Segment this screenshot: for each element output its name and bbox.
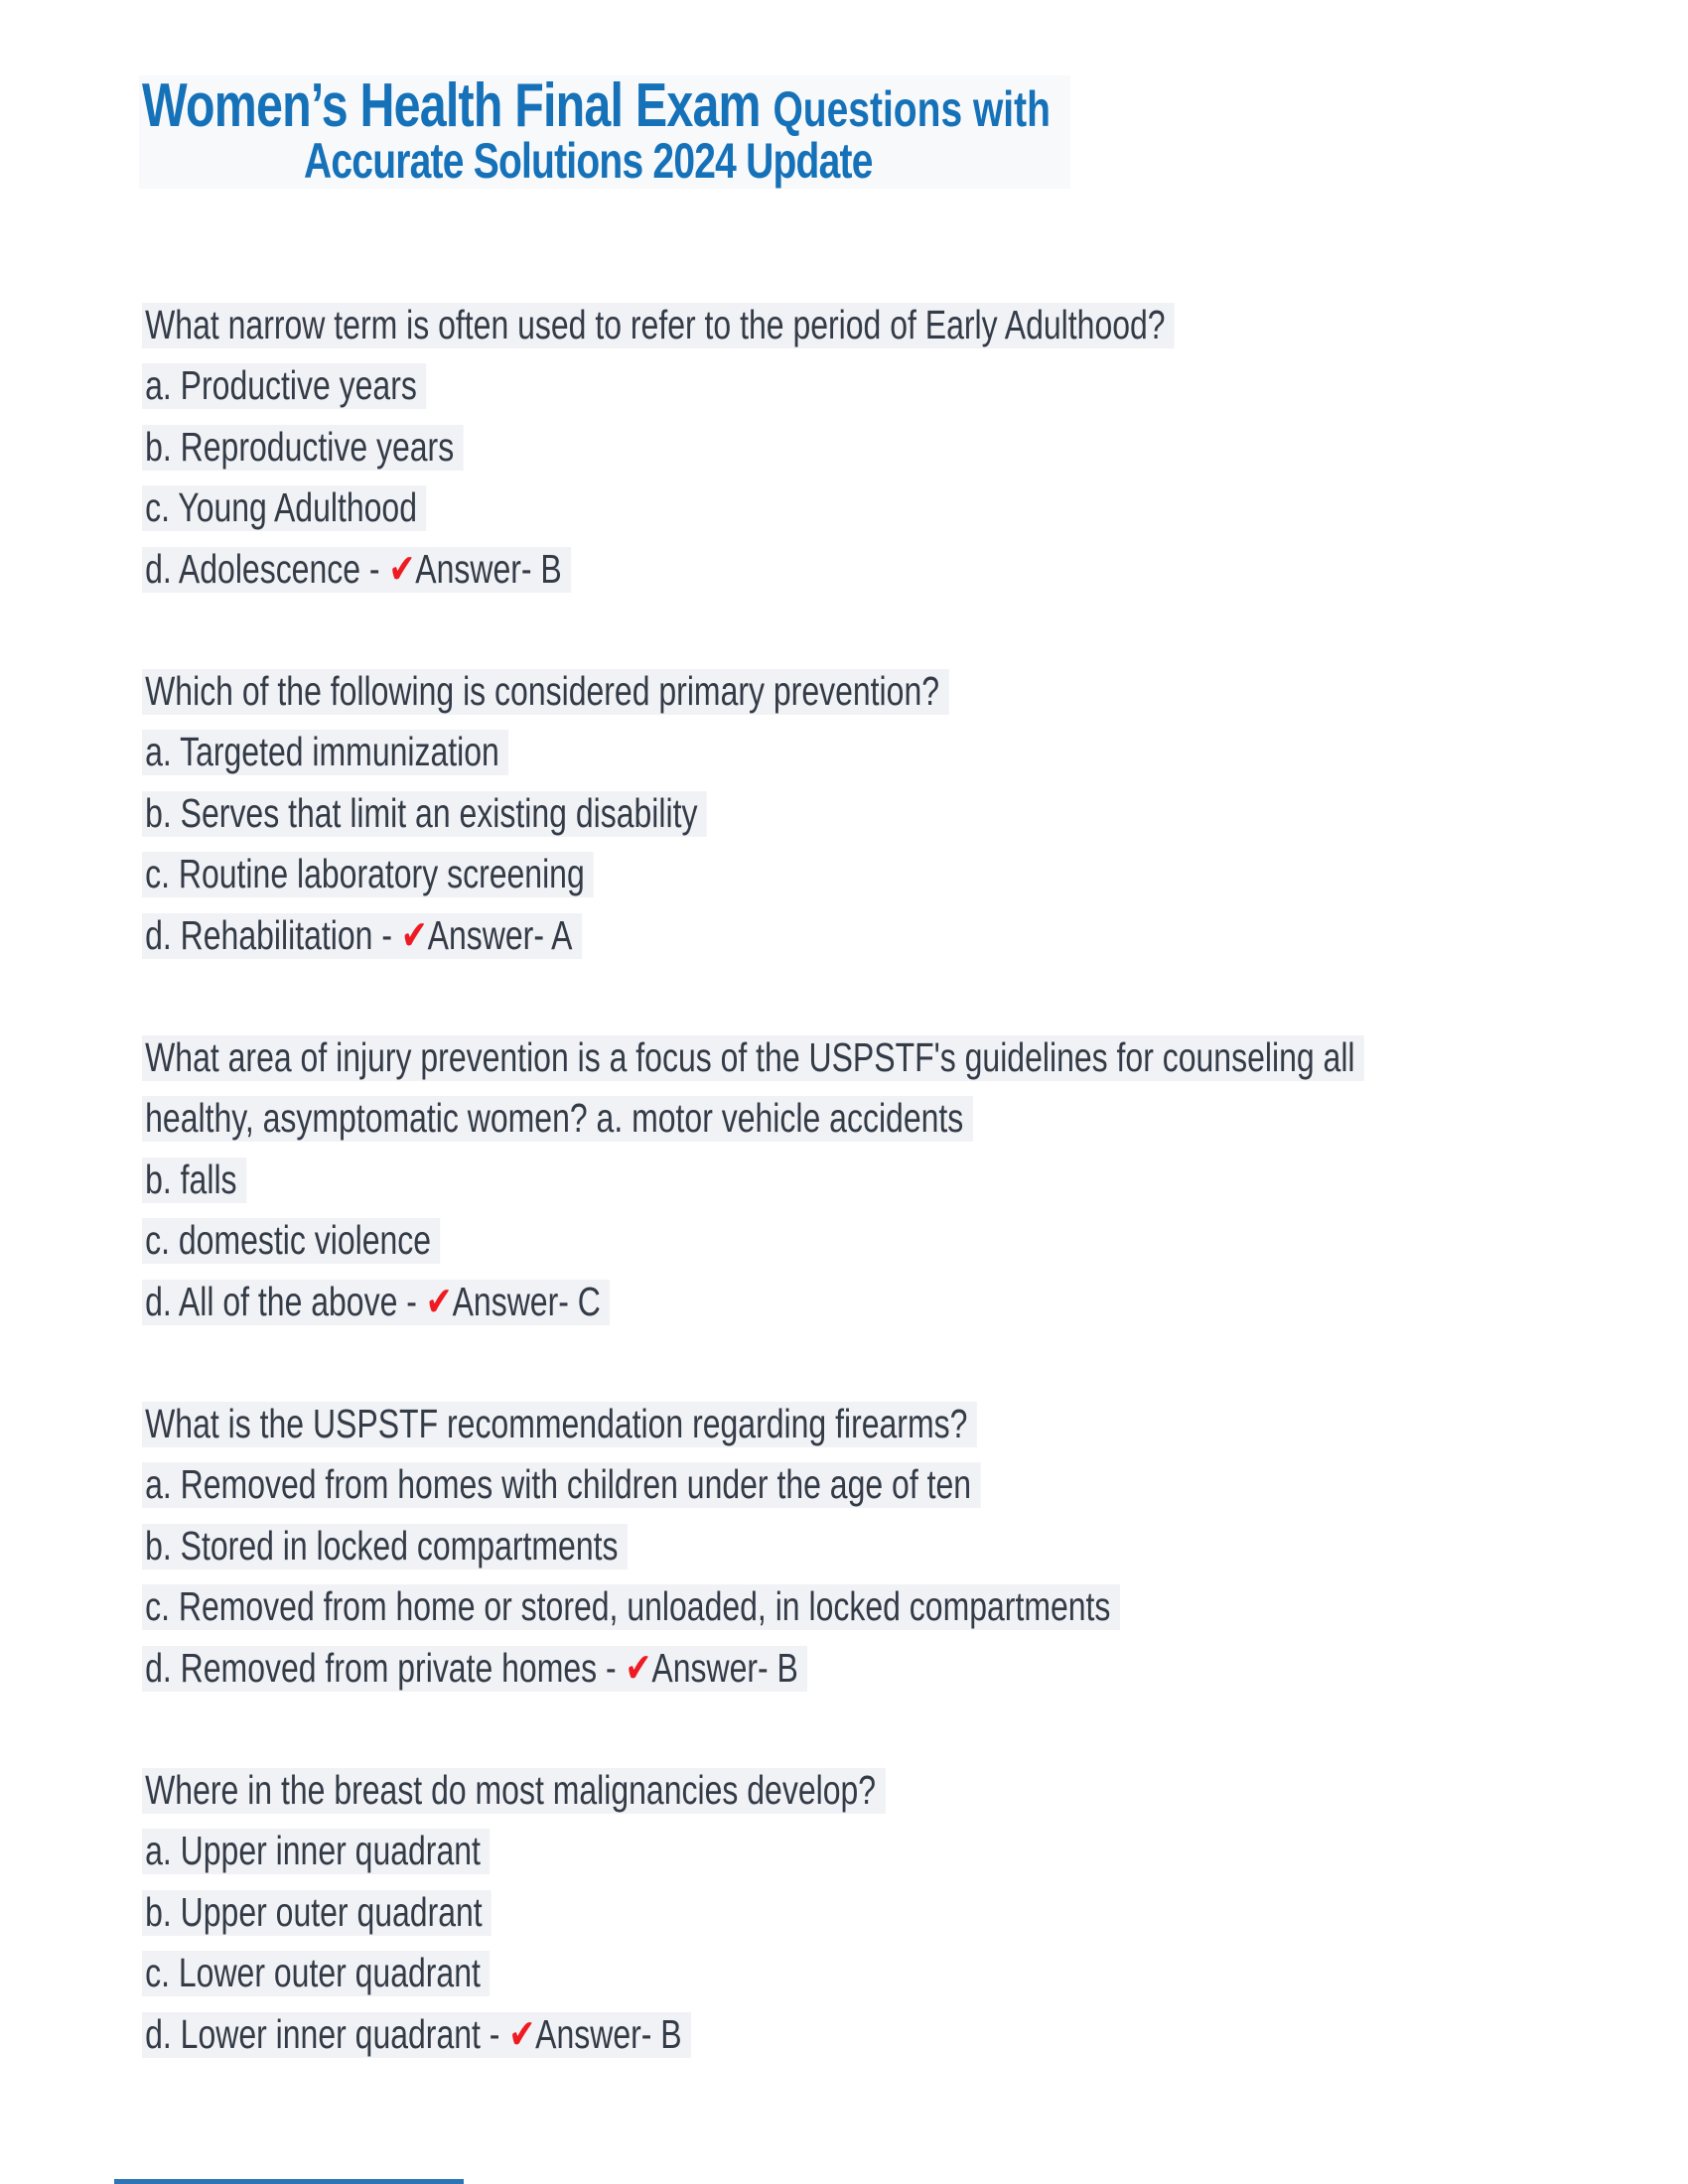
answer-line: [142, 539, 1631, 601]
question-line: [142, 1394, 1631, 1455]
page-title-suffix: Questions with: [773, 81, 1051, 137]
option-line: [142, 783, 1631, 845]
option-line: [142, 845, 1631, 906]
line-text: b. Stored in locked compartments: [142, 1524, 628, 1570]
line-text: a. Productive years: [142, 363, 426, 409]
option-line: [142, 1944, 1631, 2005]
checkmark-icon: ✔: [625, 1643, 652, 1692]
line-text: d. All of the above - ✔Answer- C: [142, 1280, 610, 1325]
line-text: d. Removed from private homes - ✔Answer- B: [142, 1646, 807, 1692]
option-line: [142, 1577, 1631, 1639]
page-title-line-1: [142, 71, 1051, 140]
question-block: [142, 1027, 1631, 1333]
checkmark-icon: ✔: [400, 910, 428, 959]
answer-label: Answer- C: [452, 1278, 601, 1324]
line-text: a. Upper inner quadrant: [142, 1829, 490, 1874]
next-page-element-edge: [114, 2179, 464, 2184]
option-line: [142, 1822, 1631, 1883]
question-block: [142, 295, 1631, 601]
line-text: d. Rehabilitation - ✔Answer- A: [142, 913, 582, 959]
line-text: What area of injury prevention is a focus of the USPSTF's guidelines for counseling all: [142, 1035, 1364, 1081]
option-line: [142, 1455, 1631, 1517]
questions-container: [142, 295, 1631, 2066]
answer-label: Answer- B: [651, 1644, 798, 1691]
line-text: What is the USPSTF recommendation regarding firearms?: [142, 1402, 977, 1447]
option-line: [142, 1516, 1631, 1577]
line-text: b. Serves that limit an existing disability: [142, 791, 707, 837]
option-line: [142, 1150, 1631, 1211]
page-title-line-2: Accurate Solutions 2024 Update: [304, 133, 873, 189]
page-title: [139, 71, 1070, 189]
option-line: [142, 478, 1631, 540]
line-text: healthy, asymptomatic women? a. motor vehicle accidents: [142, 1096, 973, 1142]
answer-label: Answer- B: [535, 2010, 682, 2057]
checkmark-icon: ✔: [425, 1277, 453, 1325]
option-line: [142, 417, 1631, 478]
line-text: c. Lower outer quadrant: [142, 1951, 490, 1996]
line-text: c. Young Adulthood: [142, 485, 426, 531]
question-line: [142, 295, 1631, 356]
line-text: c. domestic violence: [142, 1218, 440, 1264]
answer-label: Answer- A: [427, 911, 573, 958]
question-block: [142, 1394, 1631, 1700]
answer-line: [142, 1638, 1631, 1700]
question-block: [142, 1760, 1631, 2066]
answer-line: [142, 905, 1631, 967]
line-text: b. Reproductive years: [142, 425, 464, 471]
question-line: [142, 661, 1631, 723]
answer-line: [142, 2004, 1631, 2066]
line-text: d. Lower inner quadrant - ✔Answer- B: [142, 2012, 691, 2058]
line-text: a. Removed from homes with children under the age of ten: [142, 1462, 980, 1508]
page-title-main: Women’s Health Final Exam: [142, 71, 774, 140]
line-text: Where in the breast do most malignancies develop?: [142, 1768, 885, 1814]
answer-label: Answer- B: [415, 545, 562, 592]
line-text: b. Upper outer quadrant: [142, 1890, 492, 1936]
line-text: b. falls: [142, 1158, 246, 1203]
line-text: c. Routine laboratory screening: [142, 852, 594, 897]
answer-line: [142, 1272, 1631, 1333]
option-line: [142, 1882, 1631, 1944]
line-text: a. Targeted immunization: [142, 730, 508, 775]
checkmark-icon: ✔: [508, 2009, 536, 2058]
line-text: d. Adolescence - ✔Answer- B: [142, 547, 571, 593]
checkmark-icon: ✔: [388, 544, 416, 593]
line-text: c. Removed from home or stored, unloaded, in locked compartments: [142, 1584, 1120, 1630]
option-line: [142, 723, 1631, 784]
option-line: [142, 1211, 1631, 1273]
question-line: [142, 1089, 1631, 1151]
line-text: What narrow term is often used to refer to the period of Early Adulthood?: [142, 303, 1175, 348]
question-line: [142, 1027, 1631, 1089]
question-line: [142, 1760, 1631, 1822]
question-block: [142, 661, 1631, 967]
option-line: [142, 356, 1631, 418]
line-text: Which of the following is considered primary prevention?: [142, 669, 948, 715]
